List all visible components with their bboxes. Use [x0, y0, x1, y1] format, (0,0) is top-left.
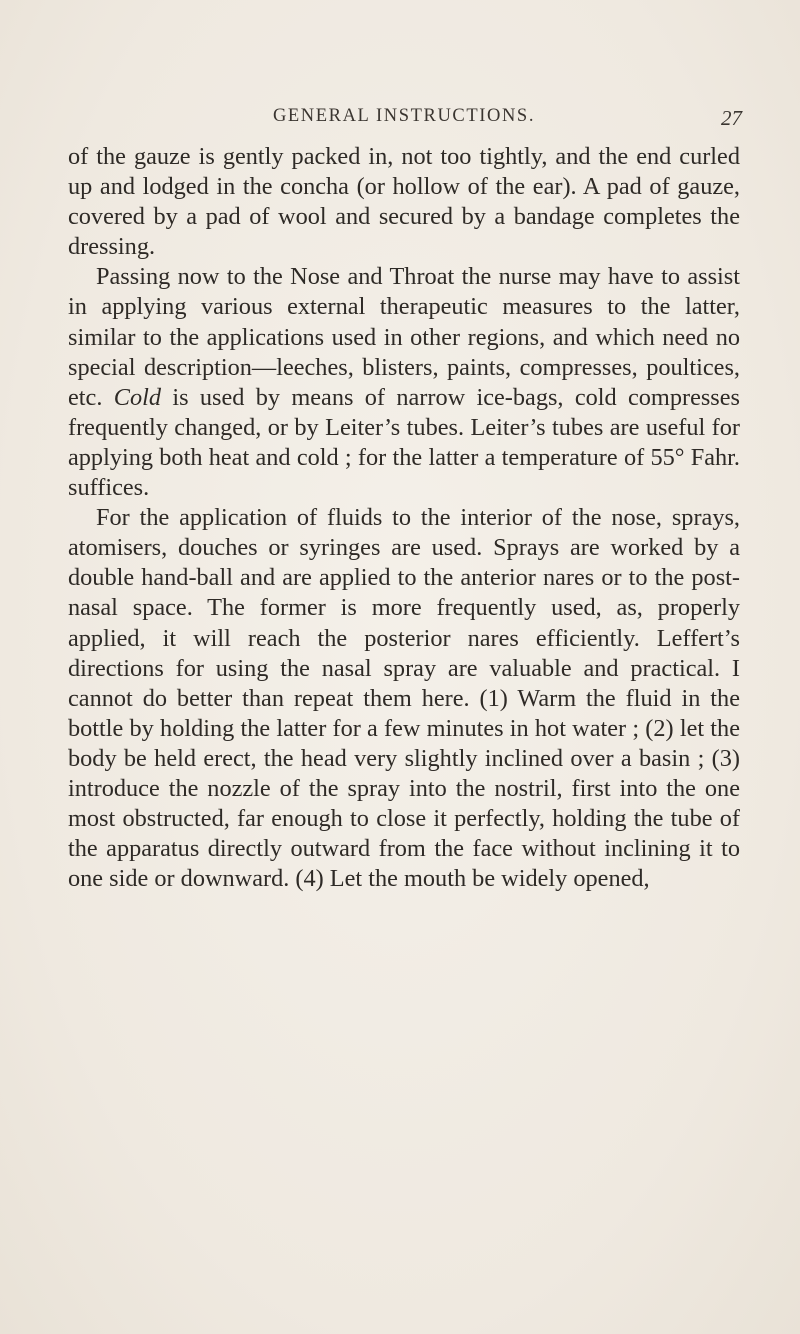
paragraph-text: of the gauze is gently packed in, not too tightly, and the end curled up and lodged in the concha (or hollow of the ear). A pad of gauze, covered by a pad of wool and secured by a bandage completes the dressing.: [68, 143, 740, 261]
paragraph-continuation: [68, 142, 740, 262]
italic-term: Cold: [113, 383, 161, 411]
page-number: 27: [721, 106, 742, 130]
body-text: [68, 142, 740, 894]
running-head: GENERAL INSTRUCTIONS.: [272, 106, 536, 126]
paragraph-text: For the application of fluids to the interior of the nose, sprays, atomisers, douches or syringes are used. Sprays are worked by a double hand-ball and are applied to the anterior nares or to the post-nasal space. The former is more frequently used, as, properly applied, it will reach the posterior nares efficiently. Leffert’s directions for using the nasal spray are valuable and practical. I cannot do better than repeat them here. (1) Warm the fluid in the bottle by holding the latter for a few minutes in hot water ; (2) let the body be held erect, the head very slightly inclined over a basin ; (3) introduce the nozzle of the spray into the nostril, first into the one most obstructed, far enough to close it perfectly, holding the tube of the apparatus directly outward from the face without inclining it to one side or downward. (4) Let the mouth be widely opened,: [68, 504, 740, 893]
page-header: [68, 106, 740, 136]
paragraph-text-start: Passing now to the Nose and Throat the nurse may have to assist in applying various external therapeutic measures to the latter, similar to the applications used in other regions, and which need no special description—leeches, blisters, paints, compresses, poultices, etc.: [68, 263, 740, 411]
paragraph-nose-and-throat: [68, 262, 740, 503]
paragraph-nasal-spray: [68, 503, 740, 894]
paragraph-text-end: is used by means of narrow ice-bags, cold compresses frequently changed, or by Leiter’s tubes. Leiter’s tubes are useful for applying both heat and cold ; for the latter a temperature of 55° Fahr. suffices.: [68, 383, 741, 502]
